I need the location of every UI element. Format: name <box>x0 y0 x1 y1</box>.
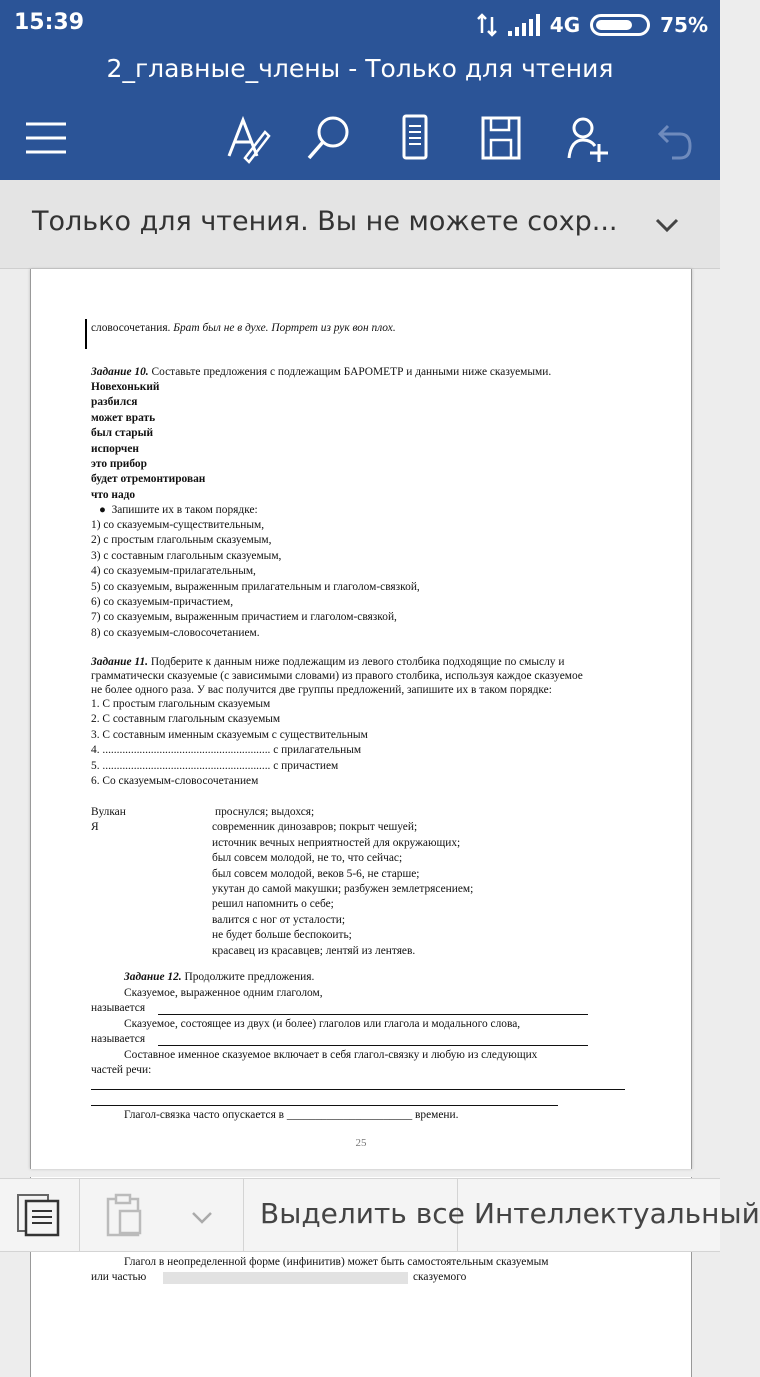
task11-list <box>91 697 368 789</box>
task12-line: Сказуемое, выраженное одним глаголом, <box>124 987 323 999</box>
select-all-label: Выделить все <box>260 1197 465 1230</box>
document-page <box>30 269 692 1169</box>
smart-lookup-button[interactable] <box>458 1179 760 1251</box>
list-item: 7) со сказуемым, выраженным причастием и глаголом-связкой, <box>91 611 397 624</box>
toolbar <box>0 104 720 174</box>
list-item: Я <box>91 821 99 834</box>
bullet-icon: ● <box>99 504 106 516</box>
list-item: 4. ........................................................... с прилагательным <box>91 744 362 757</box>
save-icon[interactable] <box>466 104 536 174</box>
battery-percent: 75% <box>660 13 708 37</box>
status-bar <box>0 0 720 50</box>
order-list <box>91 518 420 641</box>
blank-line <box>91 1089 625 1090</box>
subjects-column <box>91 805 126 836</box>
list-item: был старый <box>91 427 154 440</box>
list-item: 5. ........................................................... с причастием <box>91 759 339 772</box>
list-item: 8) со сказуемым-словосочетанием. <box>91 626 260 639</box>
blank-line <box>158 1014 588 1015</box>
blank-line <box>158 1045 588 1046</box>
chevron-down-icon[interactable] <box>650 208 684 242</box>
list-item: был совсем молодой, веков 5-6, не старше; <box>212 867 420 880</box>
doc-line: сказуемого <box>413 1271 467 1283</box>
blank-field <box>163 1272 408 1284</box>
read-only-banner[interactable] <box>0 180 720 269</box>
task10-heading: Задание 10. Составьте предложения с подлежащим БАРОМЕТР и данными ниже сказуемыми. <box>91 366 552 378</box>
list-item: 5) со сказуемым, выраженным прилагательным и глаголом-связкой, <box>91 580 420 593</box>
list-item: 2) с простым глагольным сказуемым, <box>91 534 272 547</box>
list-item: решил напомнить о себе; <box>212 898 334 911</box>
list-item: 2. С составным глагольным сказуемым <box>91 713 281 726</box>
signal-icon <box>508 14 540 36</box>
clipboard-icon <box>102 1191 146 1239</box>
blank-line <box>91 1105 558 1106</box>
task12-line: частей речи: <box>91 1064 152 1076</box>
context-action-bar <box>0 1178 760 1252</box>
list-item: испорчен <box>91 442 139 455</box>
read-only-message: Только для чтения. Вы не можете сохр... <box>32 206 618 237</box>
chevron-down-icon[interactable] <box>188 1203 216 1231</box>
doc-line: словосочетания. Брат был не в духе. Портрет из рук вон плох. <box>91 322 396 334</box>
list-item: проснулся; выдохся; <box>215 806 315 818</box>
list-item: источник вечных неприятностей для окружающих; <box>212 836 461 849</box>
list-item: красавец из красавцев; лентяй из лентяев. <box>212 944 416 957</box>
predicates-column <box>212 805 473 959</box>
paste-button[interactable] <box>80 1179 244 1251</box>
list-item: это прибор <box>91 458 147 471</box>
list-item: будет отремонтирован <box>91 473 206 486</box>
edit-format-icon[interactable] <box>211 104 281 174</box>
list-item: Вулкан <box>91 806 126 818</box>
doc-line: или частью <box>91 1271 147 1283</box>
doc-line: Глагол в неопределенной форме (инфинитив) может быть самостоятельным сказуемым <box>124 1256 549 1268</box>
list-item: современник динозавров; покрыт чешуей; <box>212 821 418 834</box>
list-item: 1) со сказуемым-существительным, <box>91 519 265 531</box>
list-item: 6. Со сказуемым-словосочетанием <box>91 775 259 788</box>
task12-line: называется <box>91 1002 146 1014</box>
app-bar <box>0 50 720 180</box>
data-transfer-icon <box>476 13 498 37</box>
text-cursor <box>85 319 87 349</box>
network-type: 4G <box>549 13 581 37</box>
copy-button[interactable] <box>0 1179 80 1251</box>
task12-heading: Задание 12. Продолжите предложения. <box>124 971 315 983</box>
status-time: 15:39 <box>14 10 85 35</box>
list-item: был совсем молодой, не то, что сейчас; <box>212 852 403 865</box>
battery-icon <box>590 14 650 36</box>
list-item: валится с ног от усталости; <box>212 913 345 926</box>
list-item: не будет больше беспокоить; <box>212 929 352 942</box>
status-icons <box>476 10 708 40</box>
task12-line: Глагол-связка часто опускается в ______________________ времени. <box>124 1109 459 1121</box>
list-item: 3) с составным глагольным сказуемым, <box>91 549 282 562</box>
list-item: разбился <box>91 396 138 409</box>
search-icon[interactable] <box>295 104 365 174</box>
list-item: укутан до самой макушки; разбужен землетрясением; <box>212 883 474 896</box>
task11-paragraph: Задание 11. Подберите к данным ниже подлежащим из левого столбика подходящие по смыслу и грамматически сказуемые (с зависимыми словами) из правого столбика, используя каждое сказуемое не более одного раза. У вас получится две группы предложений, запишите их в таком порядке: <box>91 656 583 696</box>
list-item: 3. С составным именным сказуемым с существительным <box>91 728 368 741</box>
list-item: Новехонький <box>91 381 160 393</box>
document-area[interactable] <box>0 269 720 1283</box>
list-item: что надо <box>91 488 136 501</box>
list-item: 1. С простым глагольным сказуемым <box>91 698 271 710</box>
page-number: 25 <box>355 1137 367 1149</box>
smart-lookup-label: Интеллектуальный <box>474 1197 760 1230</box>
undo-icon[interactable] <box>638 104 708 174</box>
task12-line: Составное именное сказуемое включает в себя глагол-связку и любую из следующих <box>124 1049 538 1061</box>
mobile-view-icon[interactable] <box>380 104 450 174</box>
menu-icon[interactable] <box>11 104 81 174</box>
copy-icon <box>14 1191 64 1239</box>
select-all-button[interactable] <box>244 1179 465 1251</box>
list-item: 6) со сказуемым-причастием, <box>91 596 234 609</box>
predicate-list <box>91 380 205 503</box>
share-person-icon[interactable] <box>553 104 623 174</box>
order-bullet: ● Запишите их в таком порядке: <box>99 504 258 516</box>
document-title: 2_главные_члены - Только для чтения <box>106 54 614 83</box>
list-item: может врать <box>91 411 156 424</box>
task12-line: Сказуемое, состоящее из двух (и более) глаголов или глагола и модального слова, <box>124 1018 521 1030</box>
task12-line: называется <box>91 1033 146 1045</box>
list-item: 4) со сказуемым-прилагательным, <box>91 565 256 578</box>
